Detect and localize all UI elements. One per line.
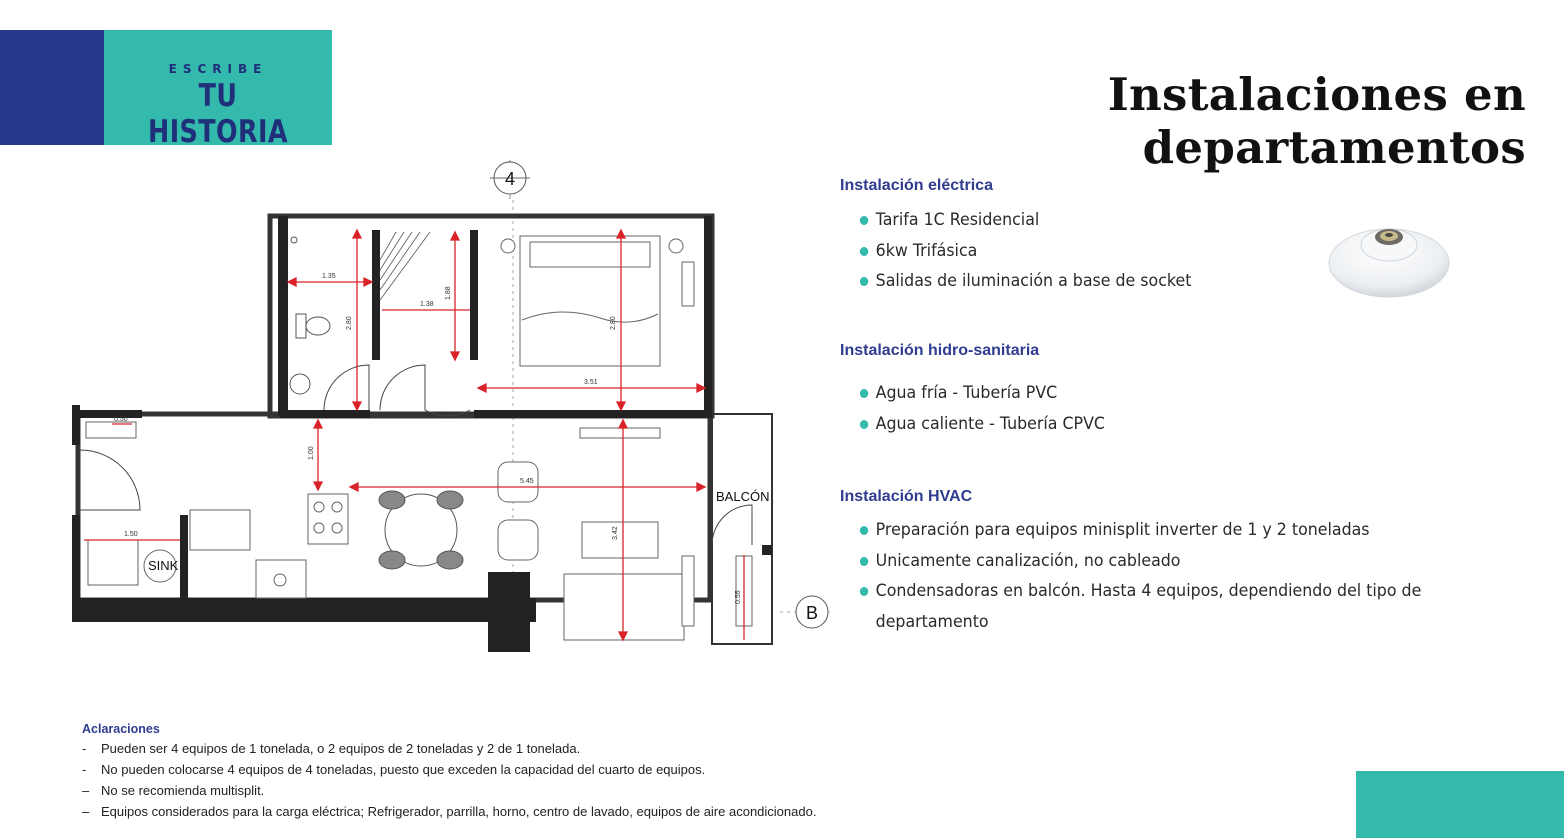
logo-big-text: TU HISTORIA: [148, 78, 288, 150]
note-item: - No pueden colocarse 4 equipos de 4 toneladas, puesto que exceden la capacidad del cuarto de equipos.: [82, 762, 706, 777]
logo-blue-block: [0, 30, 104, 145]
list-item-continuation: departamento: [875, 611, 989, 632]
wall-left-bath: [278, 216, 288, 416]
column-black: [488, 572, 530, 652]
dimension-label: 0.50: [114, 416, 128, 423]
note-text: No pueden colocarse 4 equipos de 4 toneladas, puesto que exceden la capacidad del cuarto de equipos.: [101, 762, 706, 777]
note-text: Equipos considerados para la carga eléctrica; Refrigerador, parrilla, horno, centro de lavado, equipos de aire acondicionado.: [101, 804, 817, 819]
section-electrica-title: Instalación eléctrica: [840, 177, 993, 194]
sofa: [564, 574, 684, 640]
list-item: Condensadoras en balcón. Hasta 4 equipos, dependiendo del tipo de: [858, 576, 1421, 607]
dimension-label: 1.88: [445, 286, 452, 300]
page-title: Instalaciones en departamentos: [1107, 68, 1526, 174]
dimension-label: 1.35: [322, 273, 336, 280]
wall-stair-right: [470, 230, 478, 360]
toilet: [306, 317, 330, 335]
note-item: – No se recomienda multisplit.: [82, 783, 265, 798]
logo-small-text: ESCRIBE: [168, 62, 268, 76]
stove: [308, 494, 348, 544]
note-text: Pueden ser 4 equipos de 1 tonelada, o 2 equipos de 2 toneladas y 2 de 1 tonelada.: [101, 741, 581, 756]
corner-teal-block: [1356, 771, 1564, 838]
dimension-label: 5.45: [520, 478, 534, 485]
dimension-label: 1.50: [124, 531, 138, 538]
notes-title: Aclaraciones: [82, 722, 160, 736]
kitchen-counter: [190, 510, 250, 550]
list-item: Agua caliente - Tubería CPVC: [858, 409, 1105, 440]
note-item: – Equipos considerados para la carga eléctrica; Refrigerador, parrilla, horno, centro de lavado, equipos de aire acondicionado.: [82, 804, 817, 819]
section-electrica-list: [858, 205, 1217, 297]
note-item: - Pueden ser 4 equipos de 1 tonelada, o 2 equipos de 2 toneladas y 2 de 1 tonelada.: [82, 741, 581, 756]
dimension-label: 3.51: [584, 379, 598, 386]
light-socket-icon: [1326, 215, 1452, 301]
notes-list: [82, 738, 816, 822]
section-hidro-list: [858, 378, 1124, 439]
list-item: Salidas de iluminación a base de socket: [858, 266, 1191, 297]
note-text: No se recomienda multisplit.: [101, 783, 265, 798]
door-entry: [80, 450, 140, 510]
wall-stair-left: [372, 230, 380, 360]
dimension-label: 3.42: [612, 526, 619, 540]
axis-label-b: B: [805, 603, 819, 623]
list-item: Unicamente canalización, no cableado: [858, 546, 1421, 577]
section-hidro-title: Instalación hidro-sanitaria: [840, 342, 1040, 359]
logo: [104, 30, 332, 150]
section-hvac-list: [858, 515, 1464, 637]
dimension-label: 1.00: [308, 446, 315, 460]
door-bedroom: [380, 365, 470, 416]
sink-label: SINK: [148, 558, 179, 573]
balcony-label: BALCÓN: [716, 489, 770, 504]
door-bath: [324, 365, 369, 410]
dimension-label: 2.80: [346, 316, 353, 330]
axis-label-4: 4: [504, 169, 516, 189]
armchair-2: [498, 520, 538, 560]
dimension-label: 2.80: [610, 316, 617, 330]
dimension-label: 1.38: [420, 301, 434, 308]
list-item: Preparación para equipos minisplit inverter de 1 y 2 toneladas: [858, 515, 1421, 546]
wall-bottom-black: [72, 598, 536, 622]
coffee-table: [582, 522, 658, 558]
list-item: Tarifa 1C Residencial: [858, 205, 1191, 236]
bath-sink: [290, 374, 310, 394]
door-balcony: [712, 505, 752, 545]
section-hvac-title: Instalación HVAC: [840, 488, 973, 505]
list-item: 6kw Trifásica: [858, 236, 1191, 267]
floor-plan: [0, 150, 830, 670]
list-item: Agua fría - Tubería PVC: [858, 378, 1105, 409]
dimension-label: 0.55: [735, 590, 742, 604]
